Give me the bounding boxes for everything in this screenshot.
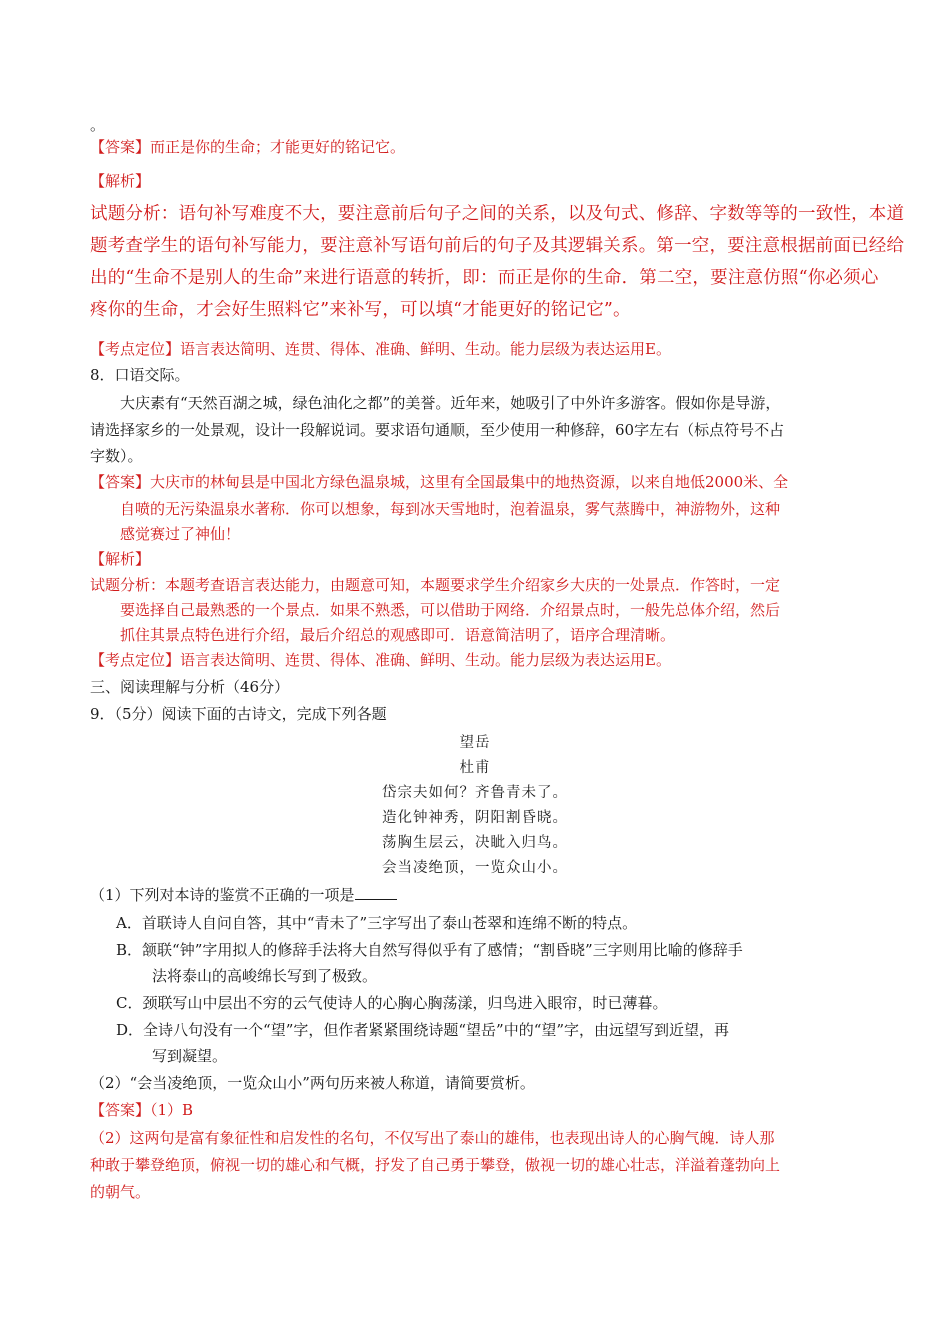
question-8-line-3: 字数）。 <box>90 447 143 465</box>
question-9-title: 9．（5分）阅读下面的古诗文，完成下列各题 <box>90 705 387 723</box>
analysis-7-line-2: 题考查学生的语句补写能力，要注意补写语句前后的句子及其逻辑关系。第一空，要注意根据前面已经给 <box>90 236 905 256</box>
question-8-title: 8．口语交际。 <box>90 366 190 384</box>
poem-line-3: 荡胸生层云，决眦入归鸟。 <box>382 835 568 851</box>
answer-9-2-line-1: （2）这两句是富有象征性和启发性的名句，不仅写出了泰山的雄伟，也表现出诗人的心胸气魄．诗人那 <box>90 1129 775 1147</box>
poem-author: 杜甫 <box>459 760 491 776</box>
question-8-line-2: 请选择家乡的一处景观，设计一段解说词。要求语句通顺，至少使用一种修辞，60字左右（标点符号不占 <box>90 421 785 439</box>
analysis-8-line-1: 试题分析：本题考查语言表达能力，由题意可知，本题要求学生介绍家乡大庆的一处景点．作答时，一定 <box>90 576 781 594</box>
question-9-2: （2）“会当凌绝顶，一览众山小”两句历来被人称道，请简要赏析。 <box>90 1074 535 1092</box>
answer-7: 【答案】而正是你的生命；才能更好的铭记它。 <box>90 138 406 156</box>
option-b-line-2: 法将泰山的高峻绵长写到了极致。 <box>152 967 378 985</box>
stray-period: 。 <box>90 116 106 134</box>
poem-line-1: 岱宗夫如何？齐鲁青未了。 <box>382 785 568 801</box>
answer-9-1: 【答案】（1）B <box>90 1101 194 1119</box>
analysis-heading-7: 【解析】 <box>90 172 151 190</box>
option-d-line-2: 写到凝望。 <box>152 1047 228 1065</box>
analysis-heading-8: 【解析】 <box>90 550 151 568</box>
answer-blank <box>355 885 397 900</box>
option-c: C．颈联写山中层出不穷的云气使诗人的心胸心胸荡漾，归鸟进入眼帘，时已薄暮。 <box>116 994 668 1012</box>
analysis-7-line-4: 疼你的生命，才会好生照料它”来补写，可以填“才能更好的铭记它”。 <box>90 300 631 320</box>
option-b-line-1: B．颔联“钟”字用拟人的修辞手法将大自然写得似乎有了感情；“割昏晓”三字则用比喻的修辞手 <box>116 941 743 959</box>
analysis-8-line-2: 要选择自己最熟悉的一个景点．如果不熟悉，可以借助于网络．介绍景点时，一般先总体介绍，然后 <box>120 601 781 619</box>
analysis-7-line-3: 出的“生命不是别人的生命”来进行语意的转折，即：而正是你的生命．第二空，要注意仿照“你必须心 <box>90 268 879 288</box>
key-point-8: 【考点定位】语言表达简明、连贯、得体、准确、鲜明、生动。能力层级为表达运用E。 <box>90 651 671 669</box>
question-9-1 <box>90 883 864 907</box>
answer-9-2-line-3: 的朝气。 <box>90 1183 151 1201</box>
answer-8-line-3: 感觉赛过了神仙！ <box>120 525 241 543</box>
analysis-8-line-3: 抓住其景点特色进行介绍，最后介绍总的观感即可．语意简洁明了，语序合理清晰。 <box>120 626 676 644</box>
answer-8-line-1: 【答案】大庆市的林甸县是中国北方绿色温泉城，这里有全国最集中的地热资源，以来自地低2000米、全 <box>90 473 789 491</box>
question-9-1-text: （1）下列对本诗的鉴赏不正确的一项是 <box>90 886 355 904</box>
analysis-7-line-1: 试题分析：语句补写难度不大，要注意前后句子之间的关系，以及句式、修辞、字数等等的一致性，本道 <box>90 204 905 224</box>
poem-line-2: 造化钟神秀，阴阳割昏晓。 <box>382 810 568 826</box>
option-d-line-1: D．全诗八句没有一个“望”字，但作者紧紧围绕诗题“望岳”中的“望”字，由远望写到近望，再 <box>116 1021 730 1039</box>
answer-9-2-line-2: 种敢于攀登绝顶，俯视一切的雄心和气概，抒发了自己勇于攀登，傲视一切的雄心壮志，洋溢着蓬勃向上 <box>90 1156 781 1174</box>
poem-line-4: 会当凌绝顶，一览众山小。 <box>382 860 568 876</box>
answer-8-line-2: 自喷的无污染温泉水著称．你可以想象，每到冰天雪地时，泡着温泉，雾气蒸腾中，神游物外，这种 <box>120 500 781 518</box>
question-8-line-1: 大庆素有“天然百湖之城，绿色油化之都”的美誉。近年来，她吸引了中外许多游客。假如你是导游， <box>120 394 781 412</box>
key-point-7: 【考点定位】语言表达简明、连贯、得体、准确、鲜明、生动。能力层级为表达运用E。 <box>90 340 671 358</box>
poem-title: 望岳 <box>459 735 491 751</box>
option-a: A．首联诗人自问自答，其中“青未了”三字写出了泰山苍翠和连绵不断的特点。 <box>116 914 638 932</box>
section-3-heading: 三、阅读理解与分析（46分） <box>90 678 290 696</box>
